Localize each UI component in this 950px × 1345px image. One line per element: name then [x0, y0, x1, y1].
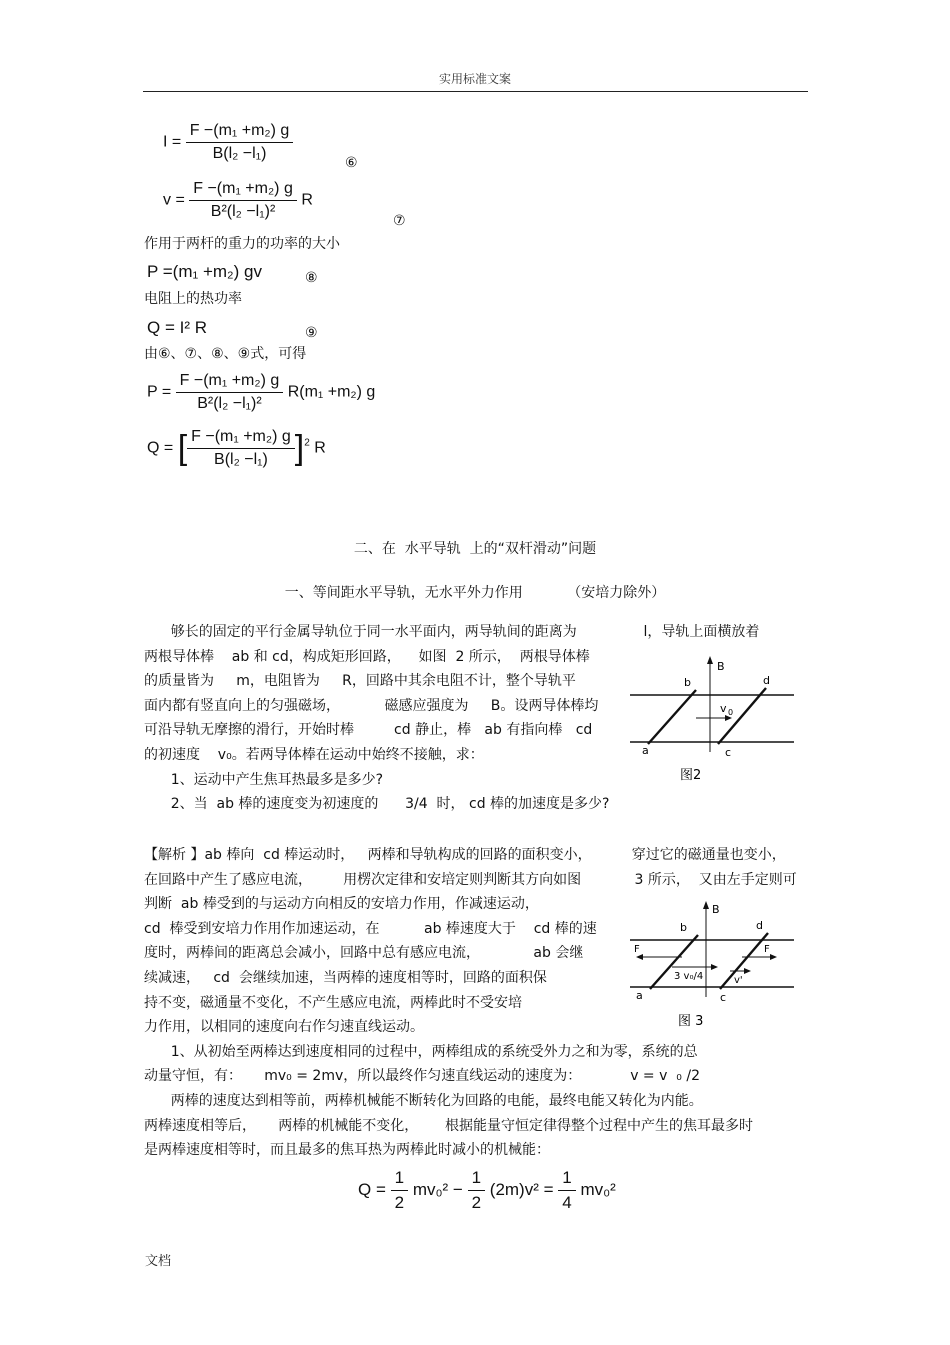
analysis-line: 度时，两棒间的距离总会减小，回路中总有感应电流， ab 会继: [144, 945, 584, 962]
analysis-line: 续减速， cd 会继续加速，当两棒的速度相等时，回路的面积保: [144, 969, 547, 986]
analysis-line: 持不变，磁通量不变化，不产生感应电流，两棒此时不受安培: [144, 994, 522, 1011]
equation-velocity: v = $\frac{\text{F −(m₁ +m₂) g}}{\text{B²(l₂ −l₁)²}}$ R: [163, 180, 313, 220]
eqFinal-f1-num: 1: [391, 1168, 408, 1191]
analysis-line: 1、从初始至两棒达到速度相同的过程中，两棒组成的系统受外力之和为零，系统的总: [144, 1043, 698, 1060]
eq9-marker: ⑨: [305, 325, 318, 341]
analysis-line: cd 棒受到安培力作用作加速运动，在 ab 棒速度大于 cd 棒的速: [144, 920, 597, 937]
page-header: 实用标准文案: [438, 72, 511, 86]
eq8-marker: ⑧: [305, 270, 318, 286]
eqFinal-fraction-2: [468, 1168, 485, 1213]
eqFinal-f3-num: 1: [558, 1168, 575, 1191]
fig2-label-v-sub: 0: [728, 708, 734, 717]
analysis-line: 两棒速度相等后， 两棒的机械能不变化， 根据能量守恒定律得整个过程中产生的焦耳最多时: [144, 1117, 753, 1134]
fig2-label-a: a: [642, 744, 649, 757]
equation-max-heat: [358, 1168, 616, 1213]
eqFinal-fraction-3: [558, 1168, 575, 1213]
equation-current: I = $\frac{\text{F −(m₁ +m₂) g}}{\text{B(l₂ −l₁)}}$: [163, 122, 293, 163]
text-heat-power: 电阻上的热功率: [144, 291, 242, 307]
analysis-line: 判断 ab 棒受到的与运动方向相反的安培力作用，作减速运动，: [144, 896, 539, 913]
fig3-label-a: a: [636, 989, 643, 1002]
fig3-caption: 图 3: [678, 1014, 704, 1029]
eqFinal-term-1: mv₀² −: [412, 1179, 463, 1199]
eqFinal-f1-den: 2: [394, 1193, 405, 1212]
header-rule: [143, 91, 808, 92]
eq6-denominator: B(l₂ −l₁): [212, 145, 267, 162]
eq7-fraction: [189, 180, 297, 221]
page-footer: 文档: [145, 1254, 172, 1269]
figure-3: [622, 895, 802, 1030]
analysis-line: 两棒的速度达到相等前，两棒机械能不断转化为回路的电能，最终电能又转化为内能。: [144, 1092, 703, 1109]
eqQ-denominator: B(l₂ −l₁): [214, 451, 268, 468]
eq7-marker: ⑦: [393, 213, 406, 229]
eqFinal-term-2: (2m)v² =: [489, 1179, 554, 1199]
analysis-line: 【解析 】ab 棒向 cd 棒运动时， 两棒和导轨构成的回路的面积变小， 穿过它的磁通量也变小，: [144, 847, 786, 863]
fig2-label-c: c: [725, 746, 732, 759]
eqQ-numerator: F −(m₁ +m₂) g: [187, 428, 295, 449]
subsection-title: 一、等间距水平导轨，无水平外力作用 （安培力除外）: [284, 585, 666, 601]
fig2-label-v: v: [720, 702, 727, 715]
eqFinal-lhs: Q =: [358, 1179, 386, 1199]
problem-line: 1、运动中产生焦耳热最多是多少?: [144, 771, 384, 788]
eqQ-lhs: Q =: [147, 439, 174, 457]
eq6-lhs: I: [163, 133, 168, 151]
analysis-line: 力作用，以相同的速度向右作匀速直线运动。: [144, 1019, 424, 1036]
equation-power-result: [147, 372, 375, 413]
figure-2: [622, 652, 802, 782]
fig2-caption: 图2: [680, 768, 702, 782]
section-title: 二、在 水平导轨 上的“双杆滑动”问题: [353, 541, 597, 557]
text-gravity-power: 作用于两杆的重力的功率的大小: [144, 236, 340, 252]
fig3-label-F-right: F: [764, 944, 770, 955]
fig3-label-d: d: [756, 919, 763, 932]
eqQ-fraction: [187, 428, 295, 469]
eqQ-tail: R: [314, 439, 326, 457]
eq7-numerator: F −(m₁ +m₂) g: [189, 180, 297, 201]
eq6-fraction: [186, 122, 294, 163]
eqFinal-f3-den: 4: [562, 1193, 572, 1212]
analysis-line: 是两棒速度相等时，而且最多的焦耳热为两棒此时减小的机械能：: [144, 1142, 550, 1159]
problem-line: 2、当 ab 棒的速度变为初速度的 3/4 时， cd 棒的加速度是多少?: [144, 796, 610, 813]
eqP-numerator: F −(m₁ +m₂) g: [176, 372, 284, 393]
eqFinal-term-3: mv₀²: [580, 1179, 616, 1199]
fig3-label-c: c: [720, 991, 727, 1004]
equation-heat-power: Q = I² R: [147, 318, 207, 337]
eq7-tail: R: [301, 191, 313, 209]
eqQ-exponent: 2: [304, 437, 310, 449]
problem-line: 的初速度 v₀。若两导体棒在运动中始终不接触，求：: [144, 746, 484, 763]
eqFinal-f2-den: 2: [471, 1193, 482, 1212]
eq7-lhs: v: [163, 191, 171, 209]
problem-line: 可沿导轨无摩擦的滑行，开始时棒 cd 静止，棒 ab 有指向棒 cd: [144, 722, 593, 739]
fig3-label-F-left: F: [634, 944, 640, 955]
equation-heat-result: Q = [ $\frac{\text{F −(m₁ +m₂) g}}{\text{B(l₂ −l₁)}}$ ]$^2$ R: [147, 428, 326, 468]
equation-gravity-power: P =(m₁ +m₂) gv: [147, 262, 262, 281]
eqP-denominator: B²(l₂ −l₁)²: [197, 395, 262, 412]
fig3-label-velocity: 3 v₀/4: [674, 971, 704, 982]
eqFinal-f2-num: 1: [468, 1168, 485, 1191]
problem-line: 两根导体棒 ab 和 cd，构成矩形回路， 如图 2 所示， 两根导体棒: [144, 648, 590, 665]
fig3-label-b: b: [680, 921, 687, 934]
text-conclusion: 由⑥、⑦、⑧、⑨式，可得: [144, 346, 307, 362]
eqP-lhs: P =: [147, 383, 172, 401]
analysis-line: 动量守恒，有： mv₀ = 2mv，所以最终作匀速直线运动的速度为： v = v ₀ /2: [144, 1068, 700, 1085]
eq7-denominator: B²(l₂ −l₁)²: [210, 203, 276, 220]
fig3-label-B: B: [712, 903, 720, 916]
fig2-label-b: b: [684, 676, 691, 689]
eq6-marker: ⑥: [345, 155, 358, 171]
eqP-fraction: [176, 372, 284, 413]
problem-line: 够长的固定的平行金属导轨位于同一水平面内，两导轨间的距离为 l，导轨上面横放着: [144, 624, 760, 640]
problem-line: 面内都有竖直向上的匀强磁场， 磁感应强度为 B。设两导体棒均: [144, 697, 599, 714]
fig2-label-B: B: [717, 660, 725, 673]
eqFinal-fraction-1: [391, 1168, 408, 1213]
eq6-numerator: F −(m₁ +m₂) g: [186, 122, 294, 143]
fig2-label-d: d: [763, 674, 770, 687]
fig3-label-v-prime: v': [734, 975, 743, 986]
analysis-line: 在回路中产生了感应电流， 用楞次定律和安培定则判断其方向如图 3 所示， 又由左手定则可: [144, 871, 797, 888]
eqP-tail: R(m₁ +m₂) g: [287, 383, 376, 401]
problem-line: 的质量皆为 m，电阻皆为 R，回路中其余电阻不计，整个导轨平: [144, 673, 576, 690]
